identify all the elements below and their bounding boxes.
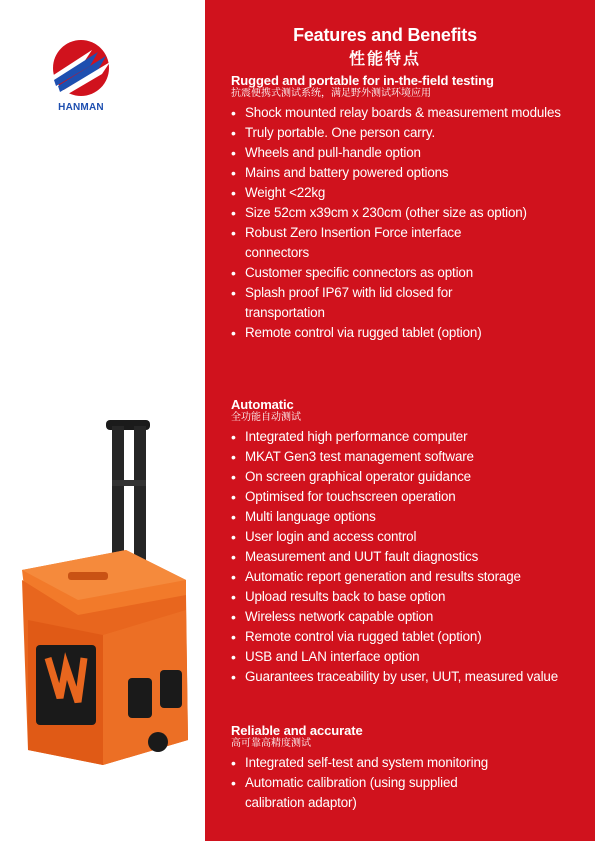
section-automatic bbox=[231, 397, 586, 687]
list-item: • Splash proof IP67 with lid closed for transportation bbox=[231, 283, 495, 323]
list-item: • Robust Zero Insertion Force interface connectors bbox=[231, 223, 495, 263]
list-item: • Upload results back to base option bbox=[231, 587, 586, 607]
brand-name: HANMAN bbox=[58, 102, 104, 113]
list-item: • On screen graphical operator guidance bbox=[231, 467, 586, 487]
section-subtitle: 全功能自动测试 bbox=[231, 412, 301, 423]
hanman-logo bbox=[48, 36, 114, 116]
feature-list bbox=[231, 103, 586, 343]
page-title: Features and Benefits bbox=[293, 25, 477, 45]
list-item: • Remote control via rugged tablet (option) bbox=[231, 627, 586, 647]
section-title: Rugged and portable for in-the-field testing bbox=[231, 73, 494, 88]
logo-emblem-icon bbox=[48, 36, 114, 100]
list-item: • USB and LAN interface option bbox=[231, 647, 586, 667]
section-reliable bbox=[231, 723, 586, 813]
list-item: • Weight <22kg bbox=[231, 183, 586, 203]
list-item: • Integrated high performance computer bbox=[231, 427, 586, 447]
feature-list bbox=[231, 427, 586, 687]
list-item: • Integrated self-test and system monitoring bbox=[231, 753, 586, 773]
section-subtitle: 抗震便携式测试系统，满足野外测试环境应用 bbox=[231, 88, 431, 99]
section-rugged bbox=[231, 73, 586, 343]
list-item: • Wheels and pull-handle option bbox=[231, 143, 586, 163]
section-subtitle: 高可靠高精度测试 bbox=[231, 738, 311, 749]
list-item: • MKAT Gen3 test management software bbox=[231, 447, 586, 467]
feature-list bbox=[231, 753, 586, 813]
product-case-image bbox=[8, 420, 193, 765]
list-item: • Truly portable. One person carry. bbox=[231, 123, 586, 143]
section-title: Reliable and accurate bbox=[231, 723, 363, 738]
list-item: • Guarantees traceability by user, UUT, measured value bbox=[231, 667, 586, 687]
list-item: • Automatic calibration (using supplied calibration adaptor) bbox=[231, 773, 495, 813]
section-title: Automatic bbox=[231, 397, 294, 412]
list-item: • Mains and battery powered options bbox=[231, 163, 586, 183]
list-item: • Customer specific connectors as option bbox=[231, 263, 586, 283]
left-column bbox=[0, 0, 205, 841]
list-item: • Measurement and UUT fault diagnostics bbox=[231, 547, 586, 567]
list-item: • Remote control via rugged tablet (option) bbox=[231, 323, 586, 343]
list-item: • Automatic report generation and results storage bbox=[231, 567, 586, 587]
list-item: • Shock mounted relay boards & measurement modules bbox=[231, 103, 586, 123]
list-item: • Multi language options bbox=[231, 507, 586, 527]
list-item: • Optimised for touchscreen operation bbox=[231, 487, 586, 507]
list-item: • Size 52cm x39cm x 230cm (other size as option) bbox=[231, 203, 586, 223]
list-item: • User login and access control bbox=[231, 527, 586, 547]
list-item: • Wireless network capable option bbox=[231, 607, 586, 627]
page-title-chinese: 性能特点 bbox=[348, 51, 421, 68]
features-panel bbox=[205, 0, 595, 841]
